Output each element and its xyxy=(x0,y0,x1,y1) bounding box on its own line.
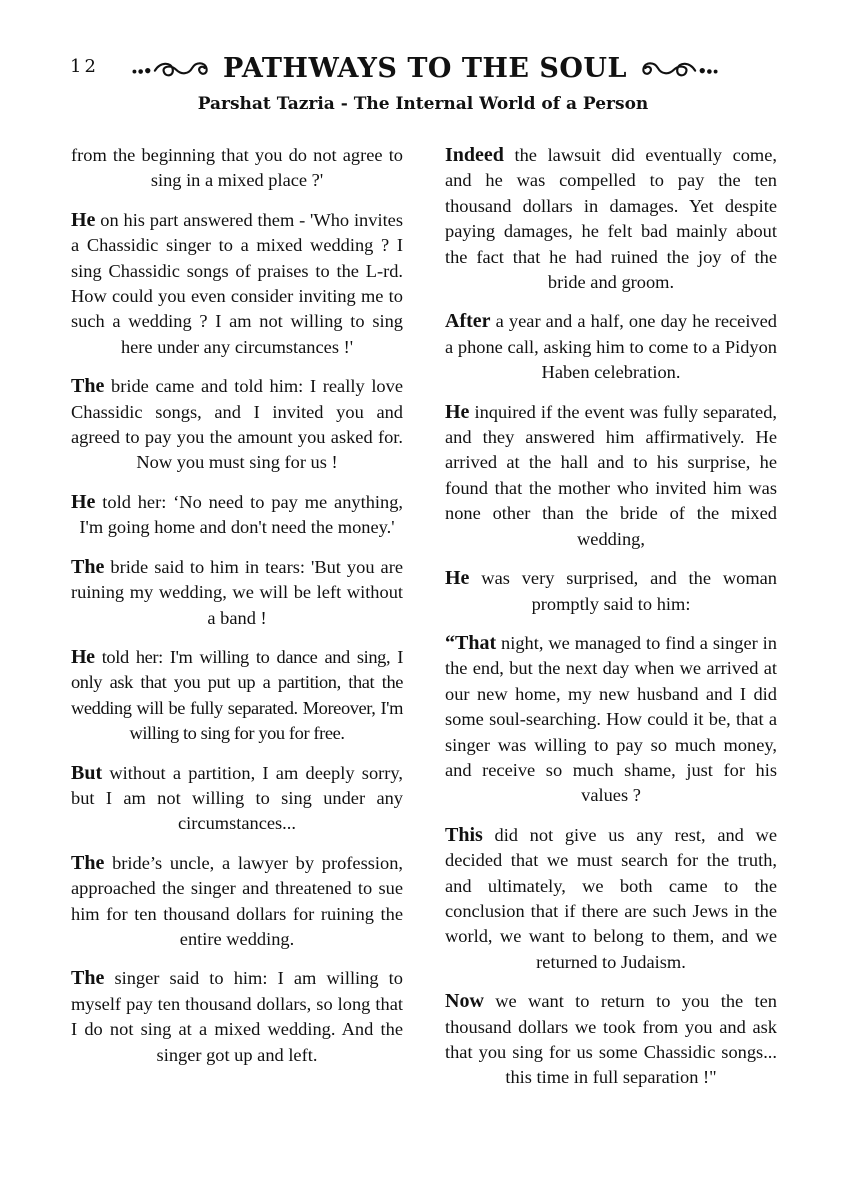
paragraph-lead-word: The xyxy=(71,967,105,990)
paragraph-text: without a partition, I am deeply sorry, but I am not willing to sing under any circumstances... xyxy=(71,762,403,834)
paragraph-lead-word: The xyxy=(71,555,105,578)
paragraph xyxy=(445,400,777,552)
paragraph-lead-word: He xyxy=(71,208,96,231)
paragraph xyxy=(445,566,777,617)
paragraph-text: told her: I'm willing to dance and sing, I only ask that you put up a partition, that the wedding will be fully separated. Moreover, I'm willing to sing for you for free. xyxy=(71,646,403,744)
paragraph-lead-word: “That xyxy=(445,631,497,654)
paragraph xyxy=(445,309,777,385)
paragraph xyxy=(71,851,403,953)
paragraph-lead-word: He xyxy=(445,567,470,590)
paragraph-text: on his part answered them - 'Who invites a Chassidic singer to a mixed wedding ? I sing Chassidic songs of praises to the L-rd. How could you even consider inviting me to such a wedding ? I am not willing to sing here under any circumstances !' xyxy=(71,209,403,357)
paragraph-text: bride said to him in tears: 'But you are ruining my wedding, we will be left without a band ! xyxy=(71,556,403,628)
right-text-column xyxy=(445,143,777,1105)
paragraph xyxy=(71,490,403,541)
paragraph-lead-word: This xyxy=(445,823,483,846)
paragraph xyxy=(445,989,777,1091)
paragraph xyxy=(71,555,403,631)
paragraph-text: inquired if the event was fully separated, and they answered him affirmatively. He arrived at the hall and to his surprise, he found that the mother who invited him was none other than the bride of the mixed wedding, xyxy=(445,401,777,549)
paragraph-lead-word: Now xyxy=(445,990,484,1013)
paragraph-text: we want to return to you the ten thousand dollars we took from you and ask that you sing for us some Chassidic songs... this time in full separation !" xyxy=(445,991,777,1088)
paragraph xyxy=(71,645,403,747)
paragraph xyxy=(445,631,777,809)
paragraph-text: from the beginning that you do not agree to sing in a mixed place ?' xyxy=(71,145,403,191)
paragraph-text: was very surprised, and the woman promptly said to him: xyxy=(469,568,777,614)
paragraph-lead-word: He xyxy=(71,645,95,668)
paragraph-text: did not give us any rest, and we decided that we must search for the truth, and ultimately, we both came to the conclusion that if there are such Jews in the world, we want to belong to them, and we returned to Judaism. xyxy=(445,824,777,972)
paragraph-text: the lawsuit did eventually come, and he was compelled to pay the ten thousand dollars in damages. Yet despite paying damages, he felt bad mainly about the fact that he had ruined the joy of the bride and groom. xyxy=(445,145,777,293)
paragraph xyxy=(71,374,403,476)
article-subtitle: Parshat Tazria - The Internal World of a Person xyxy=(197,94,649,114)
paragraph-lead-word: He xyxy=(445,400,470,423)
paragraph-lead-word: But xyxy=(71,761,103,784)
paragraph xyxy=(71,208,403,360)
paragraph-text: a year and a half, one day he received a phone call, asking him to come to a Pidyon Haben celebration. xyxy=(445,311,777,383)
left-flourish-ornament xyxy=(130,55,217,81)
paragraph-text: bride came and told him: I really love Chassidic songs, and I invited you and agreed to pay you the amount you asked for. Now you must sing for us ! xyxy=(71,376,403,473)
paragraph-lead-word: The xyxy=(71,375,105,398)
page-number: 12 xyxy=(70,56,99,77)
paragraph-lead-word: After xyxy=(445,310,491,333)
paragraph xyxy=(71,761,403,837)
paragraph-lead-word: He xyxy=(71,490,96,513)
paragraph xyxy=(445,823,777,975)
paragraph-lead-word: Indeed xyxy=(445,144,504,166)
right-flourish-ornament xyxy=(633,55,720,81)
paragraph-text: night, we managed to find a singer in the end, but the next day when we arrived at our new home, my new husband and I did some soul-searching. How could it be, that a singer was willing to pay so much money, and receive so much shame, just for his values ? xyxy=(445,632,777,806)
publication-title: PATHWAYS TO THE SOUL xyxy=(223,52,627,84)
paragraph-lead-word: The xyxy=(71,851,105,874)
paragraph-text: singer said to him: I am willing to myself pay ten thousand dollars, so long that I do not sing at a mixed wedding. And the singer got up and left. xyxy=(71,968,403,1065)
page-header xyxy=(130,50,720,86)
paragraph-text: bride’s uncle, a lawyer by profession, approached the singer and threatened to sue him for ten thousand dollars for ruining the entire wedding. xyxy=(71,852,403,949)
left-text-column xyxy=(71,143,403,1082)
paragraph xyxy=(445,143,777,295)
paragraph-text: told her: ‘No need to pay me anything, I'm going home and don't need the money.' xyxy=(79,491,403,538)
paragraph xyxy=(71,966,403,1068)
paragraph xyxy=(71,143,403,194)
